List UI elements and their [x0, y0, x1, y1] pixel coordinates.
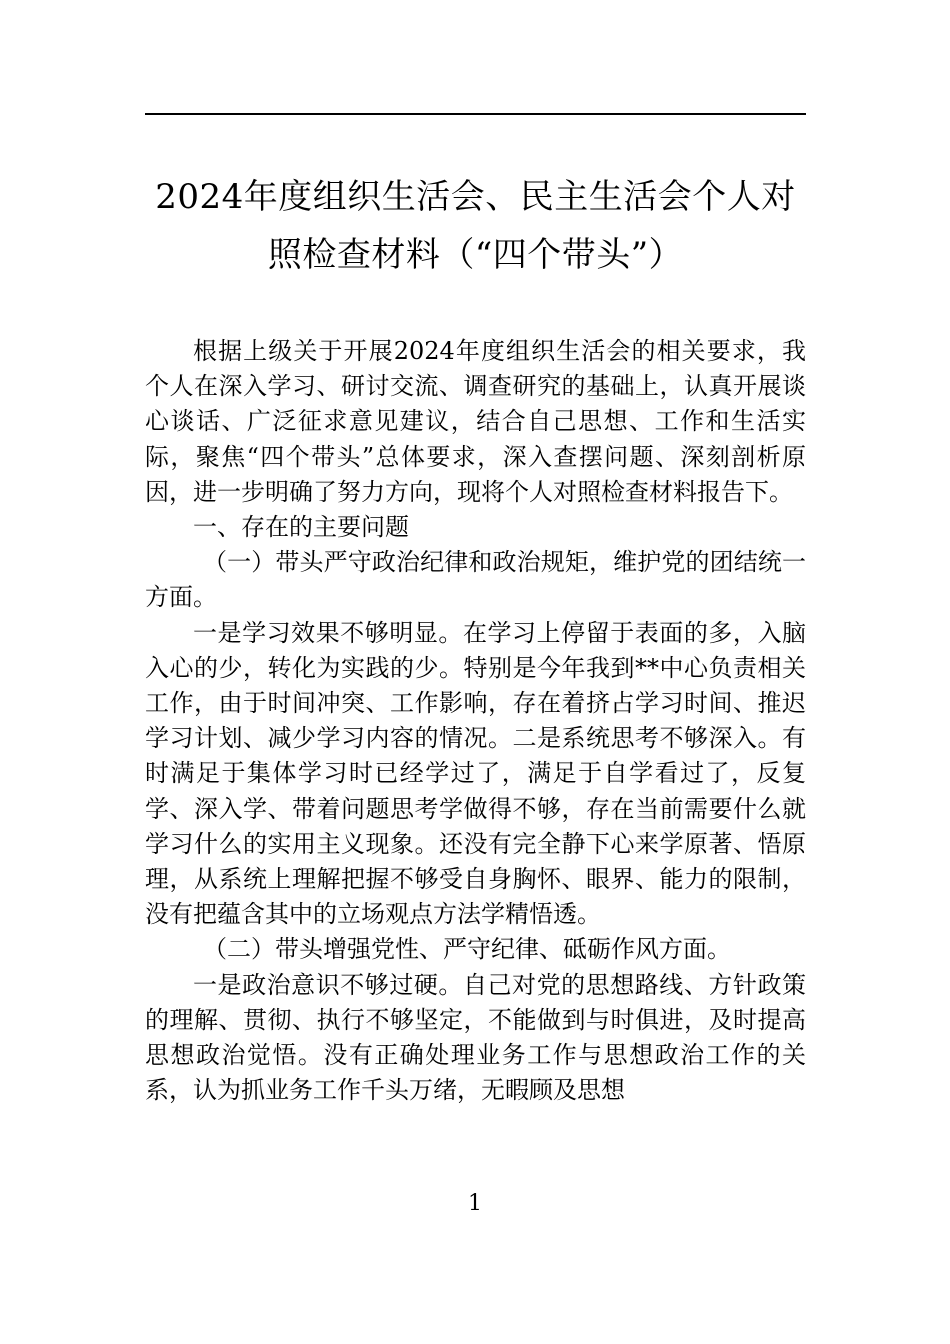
page-number: 1 — [468, 1191, 482, 1216]
document-body — [145, 334, 806, 1108]
section-heading-problems: 一、存在的主要问题 — [193, 513, 409, 542]
title-line-1: 2024年度组织生活会、民主生活会个人对 — [155, 177, 796, 217]
intro-paragraph: 根据上级关于开展2024年度组织生活会的相关要求，我个人在深入学习、研讨交流、调查研究的基础上，认真开展谈心谈话、广泛征求意见建议，结合自己思想、工作和生活实际，聚焦“四个带头”总体要求，深入查摆问题、深刻剖析原因，进一步明确了努力方向，现将个人对照检查材料报告下。 — [145, 337, 806, 506]
body-paragraph-1: 一是学习效果不够明显。在学习上停留于表面的多，入脑入心的少，转化为实践的少。特别是今年我到**中心负责相关工作，由于时间冲突、工作影响，存在着挤占学习时间、推迟学习计划、减少学习内容的情况。二是系统思考不够深入。有时满足于集体学习时已经学过了，满足于自学看过了，反复学、深入学、带着问题思考学做得不够，存在当前需要什么就学习什么的实用主义现象。还没有完全静下心来学原著、悟原理，从系统上理解把握不够受自身胸怀、眼界、能力的限制，没有把蕴含其中的立场观点方法学精悟透。 — [145, 618, 806, 929]
subsection-heading-1: （一）带头严守政治纪律和政治规矩，维护党的团结统一方面。 — [145, 548, 806, 612]
header-rule — [145, 113, 806, 115]
body-paragraph-2: 一是政治意识不够过硬。自己对党的思想路线、方针政策的理解、贯彻、执行不够坚定，不能做到与时俱进，及时提高思想政治觉悟。没有正确处理业务工作与思想政治工作的关系，认为抓业务工作千头万绪，无暇顾及思想 — [145, 970, 806, 1105]
title-line-2: 照检查材料（“四个带头”） — [267, 235, 684, 275]
subsection-heading-2: （二）带头增强党性、严守纪律、砥砺作风方面。 — [203, 935, 731, 964]
document-title — [145, 168, 806, 284]
